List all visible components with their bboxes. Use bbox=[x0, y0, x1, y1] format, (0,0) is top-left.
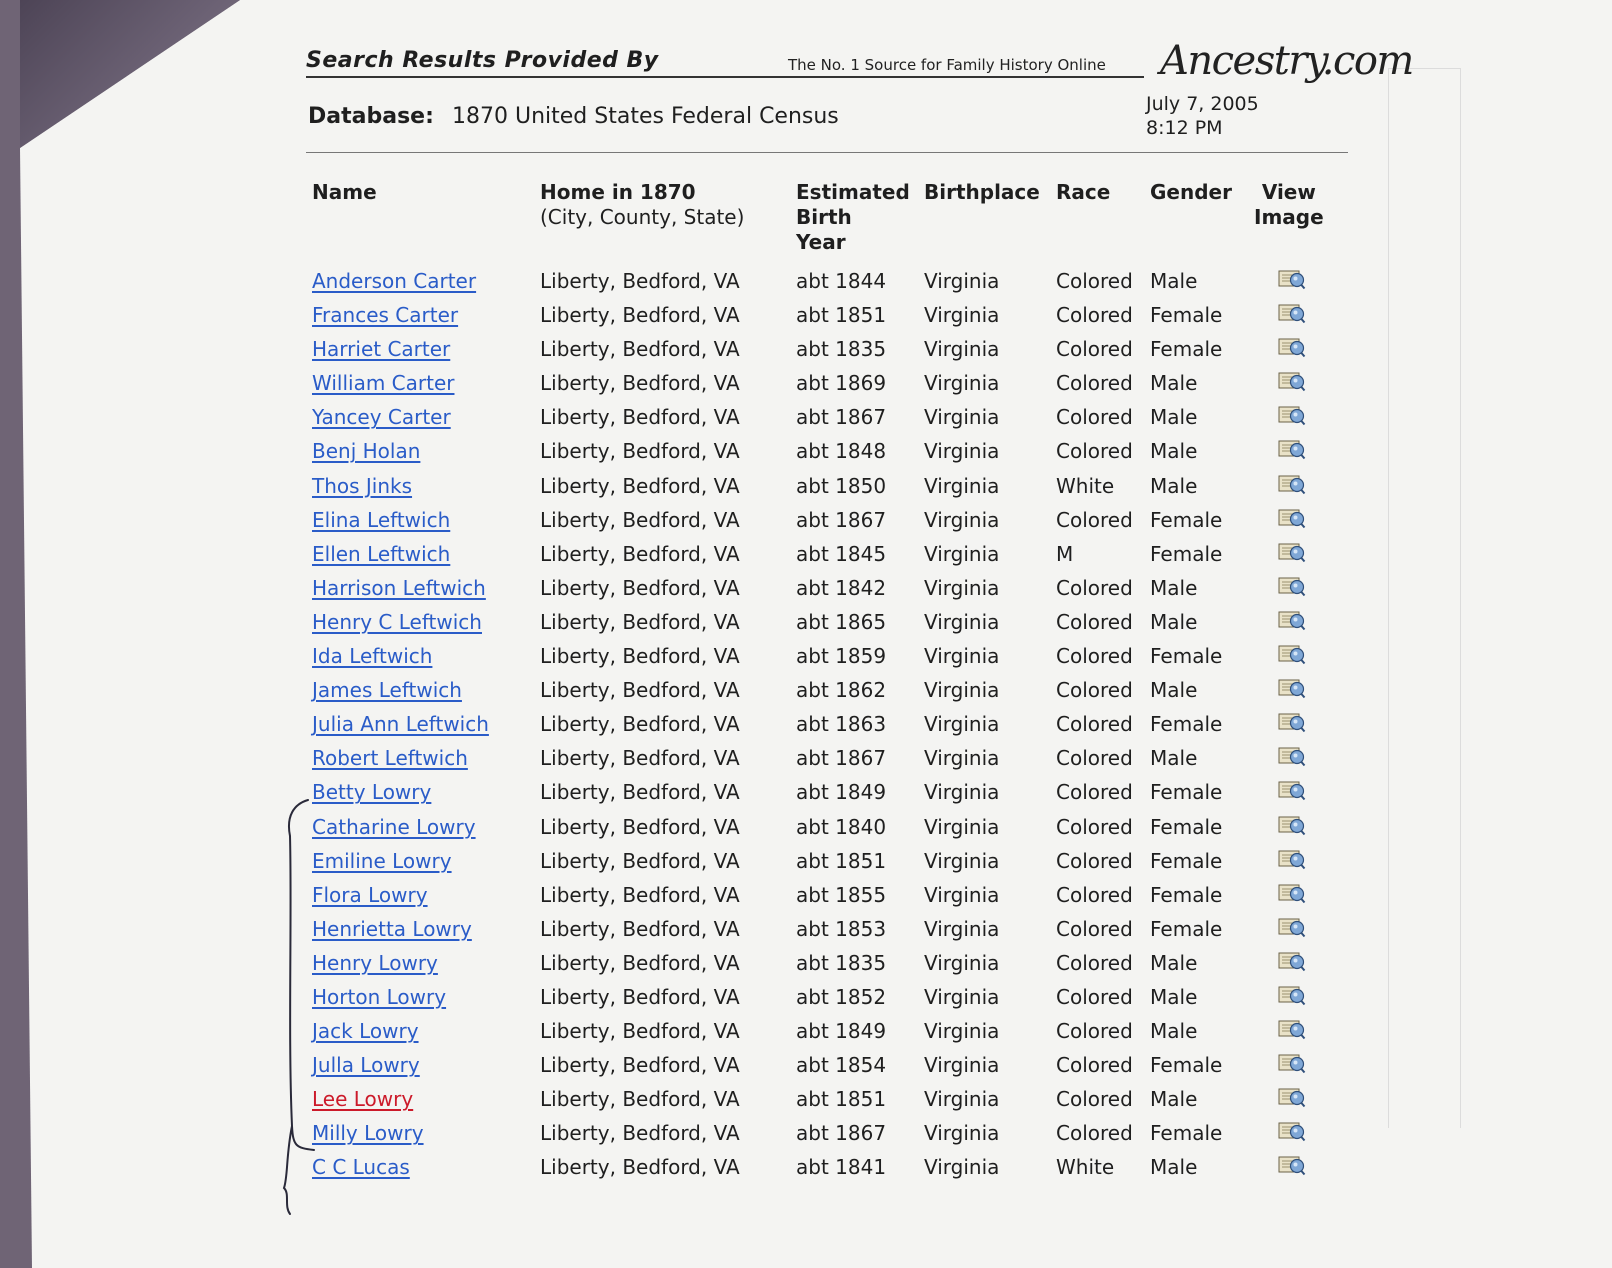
view-image-icon[interactable] bbox=[1278, 1120, 1306, 1142]
column-header-name-label: Name bbox=[312, 180, 377, 204]
home-cell: Liberty, Bedford, VA bbox=[540, 405, 740, 430]
gender-cell: Female bbox=[1150, 303, 1223, 328]
table-row bbox=[0, 739, 1400, 773]
table-row bbox=[0, 501, 1400, 535]
birthplace-cell: Virginia bbox=[924, 1053, 1000, 1078]
gender-cell: Male bbox=[1150, 439, 1198, 464]
person-name-link[interactable]: Harriet Carter bbox=[312, 337, 451, 362]
view-image-icon[interactable] bbox=[1278, 882, 1306, 904]
person-name-link[interactable]: Henry C Leftwich bbox=[312, 609, 482, 634]
gender-cell: Male bbox=[1150, 746, 1198, 771]
birthplace-cell: Virginia bbox=[924, 780, 1000, 805]
race-cell: Colored bbox=[1056, 269, 1133, 293]
race-cell: Colored bbox=[1056, 678, 1133, 703]
birthplace-cell: Virginia bbox=[924, 303, 1000, 328]
birth-year-cell: abt 1859 bbox=[796, 644, 887, 669]
table-row bbox=[0, 296, 1400, 330]
birth-year-cell: abt 1854 bbox=[796, 1053, 887, 1078]
birth-year-cell: abt 1867 bbox=[796, 746, 887, 771]
column-header-year-line1: Estimated bbox=[796, 180, 910, 204]
gender-cell: Male bbox=[1150, 1019, 1198, 1044]
column-header-view-line1: View bbox=[1261, 180, 1316, 204]
birthplace-cell: Virginia bbox=[924, 371, 1000, 396]
race-cell: White bbox=[1056, 473, 1115, 498]
person-name-link[interactable]: Anderson Carter bbox=[312, 269, 477, 293]
race-cell: Colored bbox=[1056, 848, 1133, 873]
race-cell: Colored bbox=[1056, 712, 1133, 737]
race-cell: Colored bbox=[1056, 950, 1133, 975]
results-provider-title: Search Results Provided By bbox=[306, 48, 659, 73]
column-header-year-line3: Year bbox=[796, 230, 846, 254]
database-name: 1870 United States Federal Census bbox=[452, 104, 839, 129]
gender-cell: Female bbox=[1150, 882, 1223, 907]
race-cell: Colored bbox=[1056, 337, 1133, 362]
home-cell: Liberty, Bedford, VA bbox=[540, 507, 740, 532]
gender-cell: Female bbox=[1150, 1121, 1223, 1146]
view-image-icon[interactable] bbox=[1278, 848, 1306, 870]
column-header-view-line2: Image bbox=[1254, 205, 1324, 229]
bleed-through-line bbox=[1460, 68, 1461, 1128]
birthplace-cell: Virginia bbox=[924, 575, 1000, 600]
column-header-birth-year bbox=[796, 180, 910, 255]
column-header-name bbox=[312, 180, 377, 205]
person-name-link[interactable]: Ida Leftwich bbox=[312, 644, 433, 669]
birth-year-cell: abt 1851 bbox=[796, 848, 887, 873]
person-name-link[interactable]: Julla Lowry bbox=[312, 1053, 420, 1078]
header-divider bbox=[306, 152, 1348, 153]
view-image-icon[interactable] bbox=[1278, 677, 1306, 699]
birth-year-cell: abt 1835 bbox=[796, 950, 887, 975]
home-cell: Liberty, Bedford, VA bbox=[540, 337, 740, 362]
birth-year-cell: abt 1863 bbox=[796, 712, 887, 737]
race-cell: Colored bbox=[1056, 303, 1133, 328]
home-cell: Liberty, Bedford, VA bbox=[540, 1019, 740, 1044]
home-cell: Liberty, Bedford, VA bbox=[540, 1087, 740, 1112]
view-image-icon[interactable] bbox=[1278, 779, 1306, 801]
person-name-link[interactable]: Catharine Lowry bbox=[312, 814, 476, 839]
race-cell: Colored bbox=[1056, 439, 1133, 464]
birth-year-cell: abt 1851 bbox=[796, 1087, 887, 1112]
person-name-link[interactable]: Flora Lowry bbox=[312, 882, 428, 907]
person-name-link[interactable]: Emiline Lowry bbox=[312, 848, 452, 873]
home-cell: Liberty, Bedford, VA bbox=[540, 950, 740, 975]
column-header-race bbox=[1056, 180, 1110, 205]
results-table bbox=[0, 262, 1400, 1183]
table-row bbox=[0, 910, 1400, 944]
birthplace-cell: Virginia bbox=[924, 269, 1000, 293]
gender-cell: Female bbox=[1150, 916, 1223, 941]
gender-cell: Female bbox=[1150, 337, 1223, 362]
race-cell: M bbox=[1056, 541, 1074, 566]
birthplace-cell: Virginia bbox=[924, 439, 1000, 464]
view-image-icon[interactable] bbox=[1278, 302, 1306, 324]
race-cell: Colored bbox=[1056, 1019, 1133, 1044]
tagline: The No. 1 Source for Family History Online bbox=[788, 56, 1106, 74]
person-name-link[interactable]: Julia Ann Leftwich bbox=[312, 712, 489, 737]
gender-cell: Female bbox=[1150, 814, 1223, 839]
table-row bbox=[0, 603, 1400, 637]
table-row bbox=[0, 398, 1400, 432]
person-name-link[interactable]: Benj Holan bbox=[312, 439, 421, 464]
home-cell: Liberty, Bedford, VA bbox=[540, 712, 740, 737]
person-name-link[interactable]: Horton Lowry bbox=[312, 984, 447, 1009]
person-name-link[interactable]: William Carter bbox=[312, 371, 455, 396]
gender-cell: Male bbox=[1150, 950, 1198, 975]
birth-year-cell: abt 1851 bbox=[796, 303, 887, 328]
race-cell: Colored bbox=[1056, 882, 1133, 907]
birth-year-cell: abt 1867 bbox=[796, 507, 887, 532]
table-row bbox=[0, 569, 1400, 603]
birth-year-cell: abt 1842 bbox=[796, 575, 887, 600]
birthplace-cell: Virginia bbox=[924, 644, 1000, 669]
person-name-link[interactable]: Frances Carter bbox=[312, 303, 459, 328]
person-name-link[interactable]: Ellen Leftwich bbox=[312, 541, 451, 566]
view-image-icon[interactable] bbox=[1278, 404, 1306, 426]
birthplace-cell: Virginia bbox=[924, 814, 1000, 839]
birth-year-cell: abt 1849 bbox=[796, 780, 887, 805]
view-image-icon[interactable] bbox=[1278, 711, 1306, 733]
handwritten-bracket-mark bbox=[280, 796, 320, 1216]
person-name-link[interactable]: Thos Jinks bbox=[312, 473, 413, 498]
column-header-gender bbox=[1150, 180, 1232, 205]
gender-cell: Male bbox=[1150, 269, 1198, 293]
gender-cell: Female bbox=[1150, 507, 1223, 532]
birthplace-cell: Virginia bbox=[924, 473, 1000, 498]
birthplace-cell: Virginia bbox=[924, 1087, 1000, 1112]
race-cell: Colored bbox=[1056, 507, 1133, 532]
birthplace-cell: Virginia bbox=[924, 541, 1000, 566]
race-cell: Colored bbox=[1056, 1087, 1133, 1112]
table-row bbox=[0, 1114, 1400, 1148]
home-cell: Liberty, Bedford, VA bbox=[540, 1155, 740, 1180]
view-image-icon[interactable] bbox=[1278, 1154, 1306, 1176]
person-name-link[interactable]: Milly Lowry bbox=[312, 1121, 424, 1146]
view-image-icon[interactable] bbox=[1278, 814, 1306, 836]
race-cell: Colored bbox=[1056, 984, 1133, 1009]
birthplace-cell: Virginia bbox=[924, 507, 1000, 532]
column-header-view-image bbox=[1254, 180, 1324, 230]
race-cell: Colored bbox=[1056, 916, 1133, 941]
view-image-icon[interactable] bbox=[1278, 541, 1306, 563]
person-name-link[interactable]: Robert Leftwich bbox=[312, 746, 468, 771]
ancestry-logo[interactable]: Ancestry.com bbox=[1160, 38, 1413, 84]
birthplace-cell: Virginia bbox=[924, 609, 1000, 634]
birthplace-cell: Virginia bbox=[924, 848, 1000, 873]
column-header-home-sublabel: (City, County, State) bbox=[540, 205, 745, 229]
gender-cell: Male bbox=[1150, 405, 1198, 430]
view-image-icon[interactable] bbox=[1278, 1086, 1306, 1108]
home-cell: Liberty, Bedford, VA bbox=[540, 678, 740, 703]
home-cell: Liberty, Bedford, VA bbox=[540, 644, 740, 669]
race-cell: Colored bbox=[1056, 780, 1133, 805]
view-image-icon[interactable] bbox=[1278, 575, 1306, 597]
birthplace-cell: Virginia bbox=[924, 746, 1000, 771]
database-label: Database: bbox=[308, 104, 434, 129]
race-cell: White bbox=[1056, 1155, 1115, 1180]
gender-cell: Female bbox=[1150, 1053, 1223, 1078]
birth-year-cell: abt 1852 bbox=[796, 984, 887, 1009]
home-cell: Liberty, Bedford, VA bbox=[540, 609, 740, 634]
table-row bbox=[0, 1046, 1400, 1080]
column-header-race-label: Race bbox=[1056, 180, 1111, 204]
home-cell: Liberty, Bedford, VA bbox=[540, 882, 740, 907]
view-image-icon[interactable] bbox=[1278, 507, 1306, 529]
column-header-birthplace-label: Birthplace bbox=[924, 180, 1040, 204]
gender-cell: Female bbox=[1150, 848, 1223, 873]
home-cell: Liberty, Bedford, VA bbox=[540, 746, 740, 771]
table-row bbox=[0, 467, 1400, 501]
race-cell: Colored bbox=[1056, 371, 1133, 396]
birth-year-cell: abt 1865 bbox=[796, 609, 887, 634]
birthplace-cell: Virginia bbox=[924, 916, 1000, 941]
view-image-icon[interactable] bbox=[1278, 984, 1306, 1006]
print-date: July 7, 2005 bbox=[1146, 93, 1259, 115]
gender-cell: Male bbox=[1150, 1087, 1198, 1112]
race-cell: Colored bbox=[1056, 609, 1133, 634]
home-cell: Liberty, Bedford, VA bbox=[540, 814, 740, 839]
birth-year-cell: abt 1835 bbox=[796, 337, 887, 362]
table-row bbox=[0, 535, 1400, 569]
home-cell: Liberty, Bedford, VA bbox=[540, 848, 740, 873]
table-row bbox=[0, 705, 1400, 739]
race-cell: Colored bbox=[1056, 575, 1133, 600]
table-row bbox=[0, 944, 1400, 978]
table-row bbox=[0, 1080, 1400, 1114]
birth-year-cell: abt 1862 bbox=[796, 678, 887, 703]
birth-year-cell: abt 1849 bbox=[796, 1019, 887, 1044]
person-name-link[interactable]: Henry Lowry bbox=[312, 950, 438, 975]
gender-cell: Male bbox=[1150, 371, 1198, 396]
birthplace-cell: Virginia bbox=[924, 1121, 1000, 1146]
table-row bbox=[0, 330, 1400, 364]
race-cell: Colored bbox=[1056, 644, 1133, 669]
table-row bbox=[0, 637, 1400, 671]
view-image-icon[interactable] bbox=[1278, 950, 1306, 972]
home-cell: Liberty, Bedford, VA bbox=[540, 371, 740, 396]
view-image-icon[interactable] bbox=[1278, 643, 1306, 665]
birthplace-cell: Virginia bbox=[924, 337, 1000, 362]
person-name-link[interactable]: Jack Lowry bbox=[312, 1019, 419, 1044]
table-row bbox=[0, 842, 1400, 876]
table-row bbox=[0, 876, 1400, 910]
column-header-home bbox=[540, 180, 744, 230]
table-row bbox=[0, 432, 1400, 466]
gender-cell: Female bbox=[1150, 712, 1223, 737]
person-name-link[interactable]: Betty Lowry bbox=[312, 780, 432, 805]
gender-cell: Male bbox=[1150, 473, 1198, 498]
race-cell: Colored bbox=[1056, 405, 1133, 430]
birth-year-cell: abt 1853 bbox=[796, 916, 887, 941]
race-cell: Colored bbox=[1056, 1121, 1133, 1146]
birthplace-cell: Virginia bbox=[924, 1019, 1000, 1044]
column-header-home-label: Home in 1870 bbox=[540, 180, 696, 204]
home-cell: Liberty, Bedford, VA bbox=[540, 984, 740, 1009]
view-image-icon[interactable] bbox=[1278, 1052, 1306, 1074]
person-name-link[interactable]: Yancey Carter bbox=[312, 405, 451, 430]
home-cell: Liberty, Bedford, VA bbox=[540, 916, 740, 941]
home-cell: Liberty, Bedford, VA bbox=[540, 473, 740, 498]
header-underline bbox=[306, 76, 1144, 78]
race-cell: Colored bbox=[1056, 746, 1133, 771]
table-row bbox=[0, 262, 1400, 296]
column-header-year-line2: Birth bbox=[796, 205, 852, 229]
view-image-icon[interactable] bbox=[1278, 268, 1306, 290]
person-name-link[interactable]: Harrison Leftwich bbox=[312, 575, 486, 600]
home-cell: Liberty, Bedford, VA bbox=[540, 1053, 740, 1078]
birth-year-cell: abt 1867 bbox=[796, 1121, 887, 1146]
person-name-link[interactable]: Lee Lowry bbox=[312, 1087, 414, 1112]
race-cell: Colored bbox=[1056, 1053, 1133, 1078]
table-row bbox=[0, 1012, 1400, 1046]
home-cell: Liberty, Bedford, VA bbox=[540, 541, 740, 566]
birth-year-cell: abt 1855 bbox=[796, 882, 887, 907]
gender-cell: Male bbox=[1150, 609, 1198, 634]
birth-year-cell: abt 1869 bbox=[796, 371, 887, 396]
table-row bbox=[0, 978, 1400, 1012]
gender-cell: Female bbox=[1150, 644, 1223, 669]
home-cell: Liberty, Bedford, VA bbox=[540, 439, 740, 464]
view-image-icon[interactable] bbox=[1278, 473, 1306, 495]
column-header-birthplace bbox=[924, 180, 1040, 205]
view-image-icon[interactable] bbox=[1278, 745, 1306, 767]
home-cell: Liberty, Bedford, VA bbox=[540, 780, 740, 805]
birth-year-cell: abt 1848 bbox=[796, 439, 887, 464]
table-row bbox=[0, 808, 1400, 842]
birth-year-cell: abt 1840 bbox=[796, 814, 887, 839]
view-image-icon[interactable] bbox=[1278, 1018, 1306, 1040]
view-image-icon[interactable] bbox=[1278, 916, 1306, 938]
gender-cell: Male bbox=[1150, 678, 1198, 703]
view-image-icon[interactable] bbox=[1278, 336, 1306, 358]
person-name-link[interactable]: Henrietta Lowry bbox=[312, 916, 472, 941]
birth-year-cell: abt 1867 bbox=[796, 405, 887, 430]
birthplace-cell: Virginia bbox=[924, 405, 1000, 430]
birth-year-cell: abt 1841 bbox=[796, 1155, 887, 1180]
table-row bbox=[0, 364, 1400, 398]
view-image-icon[interactable] bbox=[1278, 370, 1306, 392]
birthplace-cell: Virginia bbox=[924, 882, 1000, 907]
birth-year-cell: abt 1844 bbox=[796, 269, 887, 293]
home-cell: Liberty, Bedford, VA bbox=[540, 303, 740, 328]
table-row bbox=[0, 671, 1400, 705]
print-datetime bbox=[1146, 92, 1259, 140]
birthplace-cell: Virginia bbox=[924, 712, 1000, 737]
gender-cell: Male bbox=[1150, 984, 1198, 1009]
person-name-link[interactable]: Elina Leftwich bbox=[312, 507, 451, 532]
table-row bbox=[0, 1148, 1400, 1182]
birth-year-cell: abt 1850 bbox=[796, 473, 887, 498]
column-header-gender-label: Gender bbox=[1150, 180, 1232, 204]
home-cell: Liberty, Bedford, VA bbox=[540, 575, 740, 600]
birthplace-cell: Virginia bbox=[924, 950, 1000, 975]
table-row bbox=[0, 773, 1400, 807]
gender-cell: Female bbox=[1150, 780, 1223, 805]
home-cell: Liberty, Bedford, VA bbox=[540, 269, 740, 293]
print-time: 8:12 PM bbox=[1146, 117, 1223, 139]
home-cell: Liberty, Bedford, VA bbox=[540, 1121, 740, 1146]
view-image-icon[interactable] bbox=[1278, 438, 1306, 460]
view-image-icon[interactable] bbox=[1278, 609, 1306, 631]
person-name-link[interactable]: James Leftwich bbox=[312, 678, 462, 703]
gender-cell: Female bbox=[1150, 541, 1223, 566]
birthplace-cell: Virginia bbox=[924, 984, 1000, 1009]
gender-cell: Male bbox=[1150, 575, 1198, 600]
person-name-link[interactable]: C C Lucas bbox=[312, 1155, 410, 1180]
birthplace-cell: Virginia bbox=[924, 1155, 1000, 1180]
race-cell: Colored bbox=[1056, 814, 1133, 839]
birth-year-cell: abt 1845 bbox=[796, 541, 887, 566]
birthplace-cell: Virginia bbox=[924, 678, 1000, 703]
gender-cell: Male bbox=[1150, 1155, 1198, 1180]
